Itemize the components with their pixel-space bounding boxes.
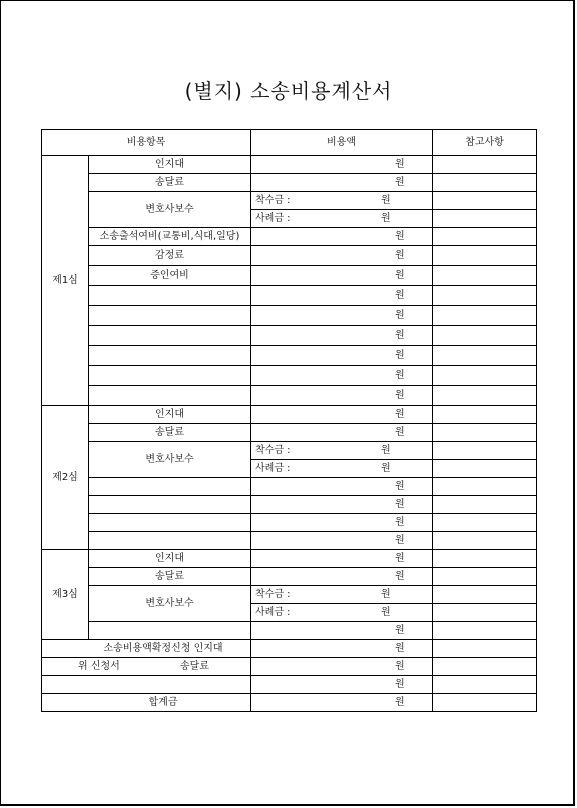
won-unit: 원 <box>395 177 405 188</box>
note-cell[interactable] <box>433 478 537 496</box>
footer-line2-left: 위 신청서 <box>78 661 120 672</box>
won-unit: 원 <box>395 409 405 420</box>
table-row <box>42 676 537 694</box>
note-cell[interactable] <box>433 174 537 192</box>
footer-label <box>42 640 251 658</box>
table-row <box>42 496 537 514</box>
item-label: 송달료 <box>89 568 251 586</box>
note-cell[interactable] <box>433 192 537 210</box>
table-row <box>42 156 537 174</box>
note-cell[interactable] <box>433 366 537 386</box>
won-unit: 원 <box>395 553 405 564</box>
amount-cell[interactable] <box>251 532 433 550</box>
amount-cell[interactable] <box>251 246 433 266</box>
won-unit: 원 <box>395 250 405 261</box>
table-row <box>42 532 537 550</box>
amount-cell[interactable] <box>251 346 433 366</box>
won-unit: 원 <box>395 571 405 582</box>
lawyer-fee-cell[interactable] <box>251 604 433 622</box>
item-label: 인지대 <box>89 156 251 174</box>
table-row <box>42 386 537 406</box>
won-unit: 원 <box>395 481 405 492</box>
item-label-blank[interactable] <box>89 286 251 306</box>
item-label-blank[interactable] <box>89 514 251 532</box>
table-row <box>42 286 537 306</box>
won-unit: 원 <box>395 159 405 170</box>
won-unit: 원 <box>395 625 405 636</box>
table-row <box>42 306 537 326</box>
note-cell[interactable] <box>433 246 537 266</box>
note-cell[interactable] <box>433 694 537 712</box>
table-row <box>42 366 537 386</box>
lawyer-fee-cell[interactable] <box>251 210 433 228</box>
note-cell[interactable] <box>433 346 537 366</box>
item-label: 송달료 <box>89 424 251 442</box>
note-cell[interactable] <box>433 156 537 174</box>
table-row <box>42 658 537 676</box>
note-cell[interactable] <box>433 604 537 622</box>
amount-cell[interactable] <box>251 266 433 286</box>
won-unit: 원 <box>395 679 405 690</box>
won-unit: 원 <box>395 499 405 510</box>
amount-cell[interactable] <box>251 478 433 496</box>
table-row <box>42 424 537 442</box>
won-unit: 원 <box>395 350 405 361</box>
fee-sublabel: 사례금 : <box>255 213 291 224</box>
amount-cell[interactable] <box>251 694 433 712</box>
note-cell[interactable] <box>433 514 537 532</box>
amount-cell[interactable] <box>251 496 433 514</box>
table-row <box>42 550 537 568</box>
note-cell[interactable] <box>433 386 537 406</box>
footer-total: 합계금 <box>148 697 178 708</box>
table-row <box>42 442 537 460</box>
won-unit: 원 <box>395 310 405 321</box>
item-label-blank[interactable] <box>89 366 251 386</box>
amount-cell[interactable] <box>251 406 433 424</box>
fee-sublabel: 사례금 : <box>255 607 291 618</box>
won-unit: 원 <box>395 370 405 381</box>
item-label-blank[interactable] <box>89 386 251 406</box>
lawyer-fee-cell[interactable] <box>251 586 433 604</box>
table-row <box>42 228 537 246</box>
footer-label <box>42 676 251 694</box>
fee-sublabel: 착수금 : <box>255 195 291 206</box>
table-row <box>42 174 537 192</box>
item-label-blank[interactable] <box>89 496 251 514</box>
table-row <box>42 246 537 266</box>
won-unit: 원 <box>381 213 391 224</box>
footer-line2-right: 송달료 <box>180 661 209 672</box>
item-label: 감정료 <box>89 246 251 266</box>
amount-cell[interactable] <box>251 326 433 346</box>
note-cell[interactable] <box>433 532 537 550</box>
document-title: (별지) 소송비용계산서 <box>184 79 393 103</box>
header-note: 참고사항 <box>433 130 537 156</box>
won-unit: 원 <box>395 390 405 401</box>
note-cell[interactable] <box>433 266 537 286</box>
section-label: 제3심 <box>42 550 89 640</box>
footer-label <box>42 694 251 712</box>
amount-cell[interactable] <box>251 228 433 246</box>
note-cell[interactable] <box>433 406 537 424</box>
table-row <box>42 346 537 366</box>
table-row <box>42 568 537 586</box>
table-row <box>42 326 537 346</box>
note-cell[interactable] <box>433 460 537 478</box>
amount-cell[interactable] <box>251 514 433 532</box>
item-label-blank[interactable] <box>89 326 251 346</box>
note-cell[interactable] <box>433 326 537 346</box>
fee-sublabel: 사례금 : <box>255 463 291 474</box>
table-row <box>42 478 537 496</box>
won-unit: 원 <box>381 589 391 600</box>
note-cell[interactable] <box>433 640 537 658</box>
amount-cell[interactable] <box>251 366 433 386</box>
amount-cell[interactable] <box>251 568 433 586</box>
amount-cell[interactable] <box>251 658 433 676</box>
item-label: 변호사보수 <box>89 442 251 478</box>
header-amount: 비용액 <box>251 130 433 156</box>
won-unit: 원 <box>395 535 405 546</box>
header-item: 비용항목 <box>42 130 251 156</box>
section-label: 제1심 <box>42 156 89 406</box>
item-label: 인지대 <box>89 550 251 568</box>
won-unit: 원 <box>381 607 391 618</box>
note-cell[interactable] <box>433 496 537 514</box>
lawyer-fee-cell[interactable] <box>251 442 433 460</box>
item-label-blank[interactable] <box>89 622 251 640</box>
won-unit: 원 <box>381 445 391 456</box>
won-unit: 원 <box>395 270 405 281</box>
note-cell[interactable] <box>433 586 537 604</box>
table-row <box>42 622 537 640</box>
table-row <box>42 694 537 712</box>
note-cell[interactable] <box>433 550 537 568</box>
table-row <box>42 192 537 210</box>
amount-cell[interactable] <box>251 640 433 658</box>
item-label: 소송출석여비(교통비,식대,일당) <box>89 228 251 246</box>
won-unit: 원 <box>381 195 391 206</box>
fee-sublabel: 착수금 : <box>255 445 291 456</box>
amount-cell[interactable] <box>251 286 433 306</box>
cost-table <box>41 129 537 712</box>
note-cell[interactable] <box>433 622 537 640</box>
amount-cell[interactable] <box>251 550 433 568</box>
amount-cell[interactable] <box>251 676 433 694</box>
lawyer-fee-cell[interactable] <box>251 192 433 210</box>
note-cell[interactable] <box>433 658 537 676</box>
note-cell[interactable] <box>433 676 537 694</box>
table-header-row <box>42 130 537 156</box>
footer-label <box>42 658 251 676</box>
fee-sublabel: 착수금 : <box>255 589 291 600</box>
note-cell[interactable] <box>433 210 537 228</box>
note-cell[interactable] <box>433 228 537 246</box>
amount-cell[interactable] <box>251 156 433 174</box>
won-unit: 원 <box>395 643 405 654</box>
item-label-blank[interactable] <box>89 346 251 366</box>
amount-cell[interactable] <box>251 306 433 326</box>
amount-cell[interactable] <box>251 424 433 442</box>
lawyer-fee-cell[interactable] <box>251 460 433 478</box>
footer-line1: 소송비용액확정신청 인지대 <box>103 643 223 654</box>
table-row <box>42 406 537 424</box>
table-row <box>42 586 537 604</box>
amount-cell[interactable] <box>251 386 433 406</box>
item-label: 변호사보수 <box>89 586 251 622</box>
note-cell[interactable] <box>433 568 537 586</box>
item-label-blank[interactable] <box>89 478 251 496</box>
item-label-blank[interactable] <box>89 532 251 550</box>
item-label-blank[interactable] <box>89 306 251 326</box>
note-cell[interactable] <box>433 424 537 442</box>
item-label: 인지대 <box>89 406 251 424</box>
item-label: 송달료 <box>89 174 251 192</box>
item-label: 증인여비 <box>89 266 251 286</box>
won-unit: 원 <box>395 231 405 242</box>
won-unit: 원 <box>395 697 405 708</box>
won-unit: 원 <box>395 517 405 528</box>
won-unit: 원 <box>381 463 391 474</box>
won-unit: 원 <box>395 290 405 301</box>
note-cell[interactable] <box>433 286 537 306</box>
section-label: 제2심 <box>42 406 89 550</box>
table-row <box>42 514 537 532</box>
note-cell[interactable] <box>433 442 537 460</box>
won-unit: 원 <box>395 330 405 341</box>
table-row <box>42 266 537 286</box>
amount-cell[interactable] <box>251 174 433 192</box>
item-label: 변호사보수 <box>89 192 251 228</box>
note-cell[interactable] <box>433 306 537 326</box>
amount-cell[interactable] <box>251 622 433 640</box>
won-unit: 원 <box>395 427 405 438</box>
won-unit: 원 <box>395 661 405 672</box>
table-row <box>42 640 537 658</box>
